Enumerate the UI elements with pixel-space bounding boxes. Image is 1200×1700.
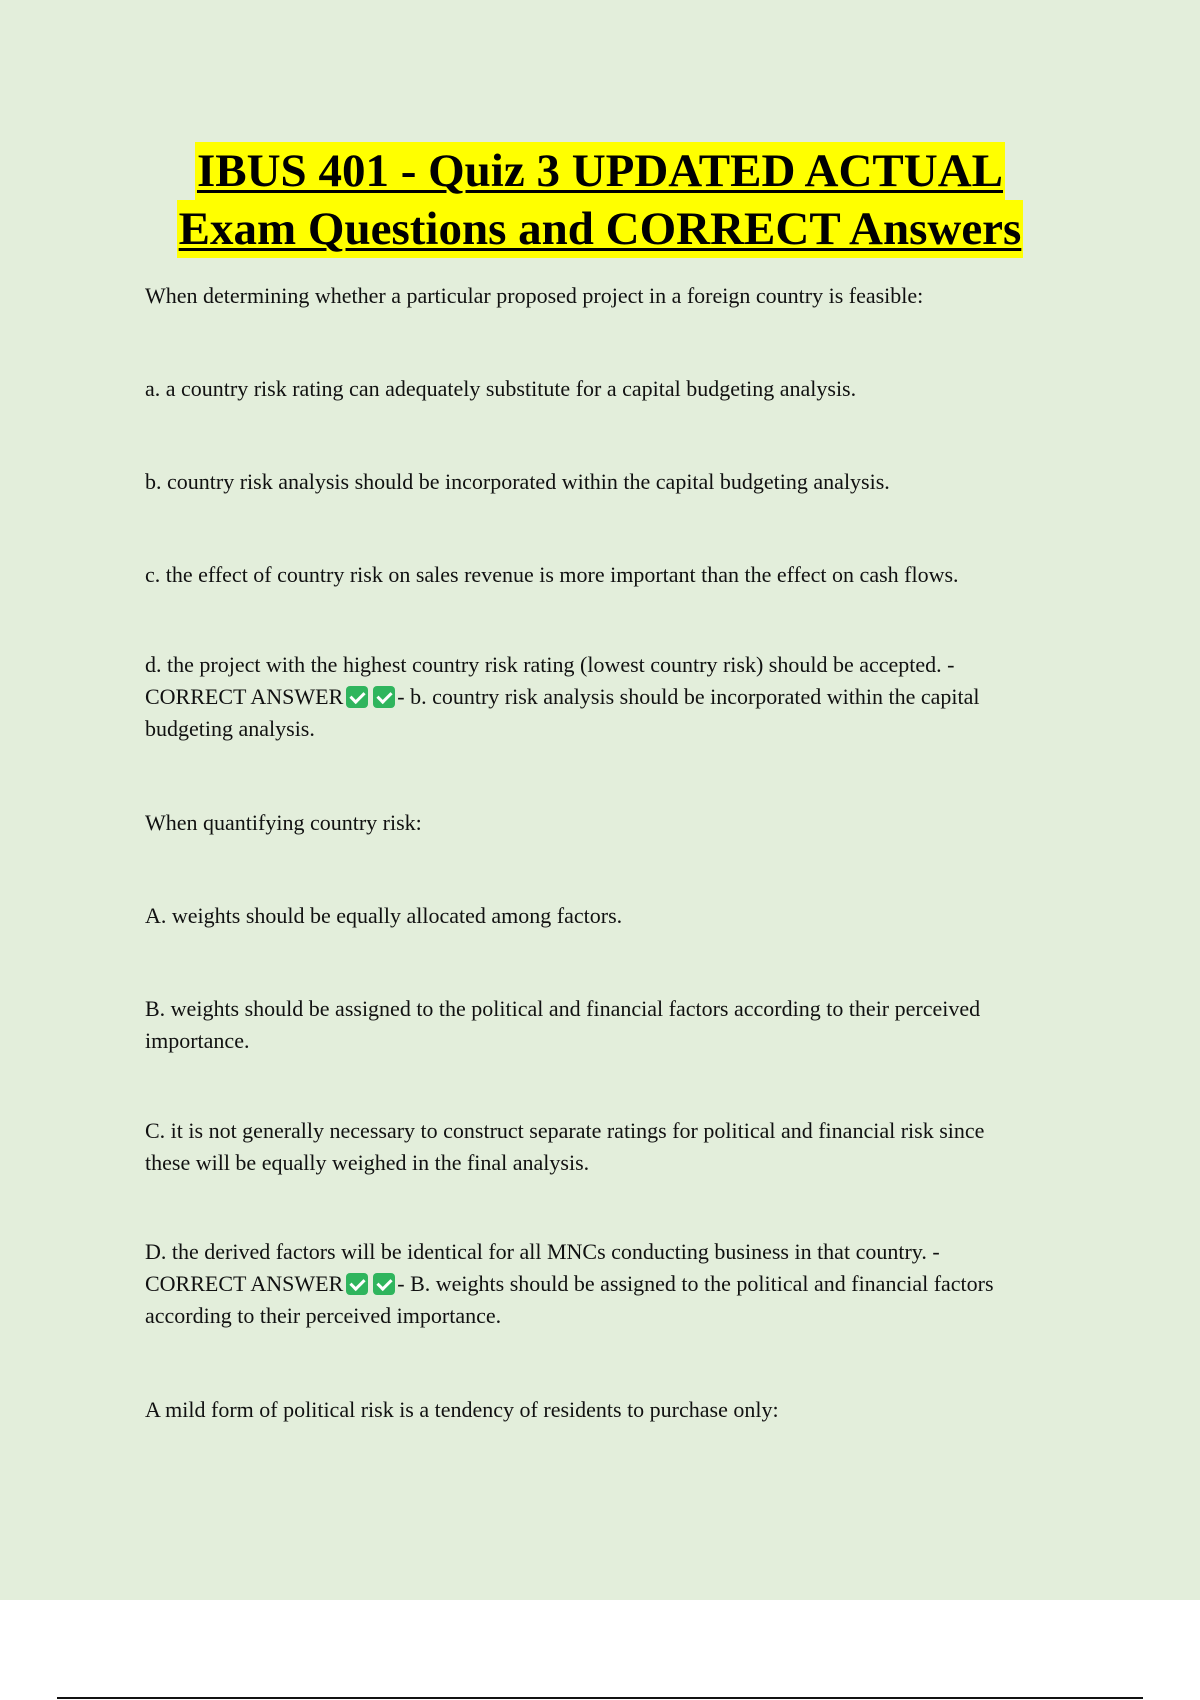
q1-option-d-answer: [145, 649, 1090, 745]
q1-option-a: a. a country risk rating can adequately substitute for a capital budgeting analysis.: [145, 376, 857, 401]
q1-answer-line: [145, 681, 1090, 713]
q2-option-b-line-1: B. weights should be assigned to the political and financial factors according to their perceived: [145, 996, 981, 1021]
q1-option-d: d. the project with the highest country risk rating (lowest country risk) should be accepted. -: [145, 652, 955, 677]
q2-answer-text: - B. weights should be assigned to the political and financial factors: [397, 1271, 994, 1296]
q2-option-c-line-1: C. it is not generally necessary to construct separate ratings for political and financial risk since: [145, 1118, 985, 1143]
q2-answer-text-continued: according to their perceived importance.: [145, 1303, 502, 1328]
q2-option-c: [145, 1115, 1090, 1179]
check-icon: [373, 1273, 395, 1295]
document-title: [0, 142, 1200, 258]
q1-correct-label: CORRECT ANSWER: [145, 684, 344, 709]
q2-option-b-line-2: importance.: [145, 1028, 250, 1053]
title-line-1: IBUS 401 - Quiz 3 UPDATED ACTUAL: [195, 142, 1005, 200]
q2-option-c-line-2: these will be equally weighed in the final analysis.: [145, 1150, 590, 1175]
q1-answer-text: - b. country risk analysis should be incorporated within the capital: [397, 684, 980, 709]
footer-divider: [57, 1697, 1143, 1699]
title-line-2: Exam Questions and CORRECT Answers: [177, 200, 1024, 258]
q2-correct-label: CORRECT ANSWER: [145, 1271, 344, 1296]
q2-option-a: A. weights should be equally allocated among factors.: [145, 903, 623, 928]
q2-stem: When quantifying country risk:: [145, 810, 422, 835]
q2-option-d-answer: [145, 1236, 1090, 1332]
check-icon: [346, 686, 368, 708]
check-icon: [346, 1273, 368, 1295]
q2-option-b: [145, 993, 1090, 1057]
q2-answer-line: [145, 1268, 1090, 1300]
q1-stem: When determining whether a particular proposed project in a foreign country is feasible:: [145, 283, 924, 308]
q1-answer-text-continued: budgeting analysis.: [145, 716, 315, 741]
q1-option-c: c. the effect of country risk on sales revenue is more important than the effect on cash flows.: [145, 562, 959, 587]
q2-option-d: D. the derived factors will be identical for all MNCs conducting business in that country. -: [145, 1239, 940, 1264]
q3-stem: A mild form of political risk is a tendency of residents to purchase only:: [145, 1397, 779, 1422]
q1-option-b: b. country risk analysis should be incorporated within the capital budgeting analysis.: [145, 469, 890, 494]
check-icon: [373, 686, 395, 708]
